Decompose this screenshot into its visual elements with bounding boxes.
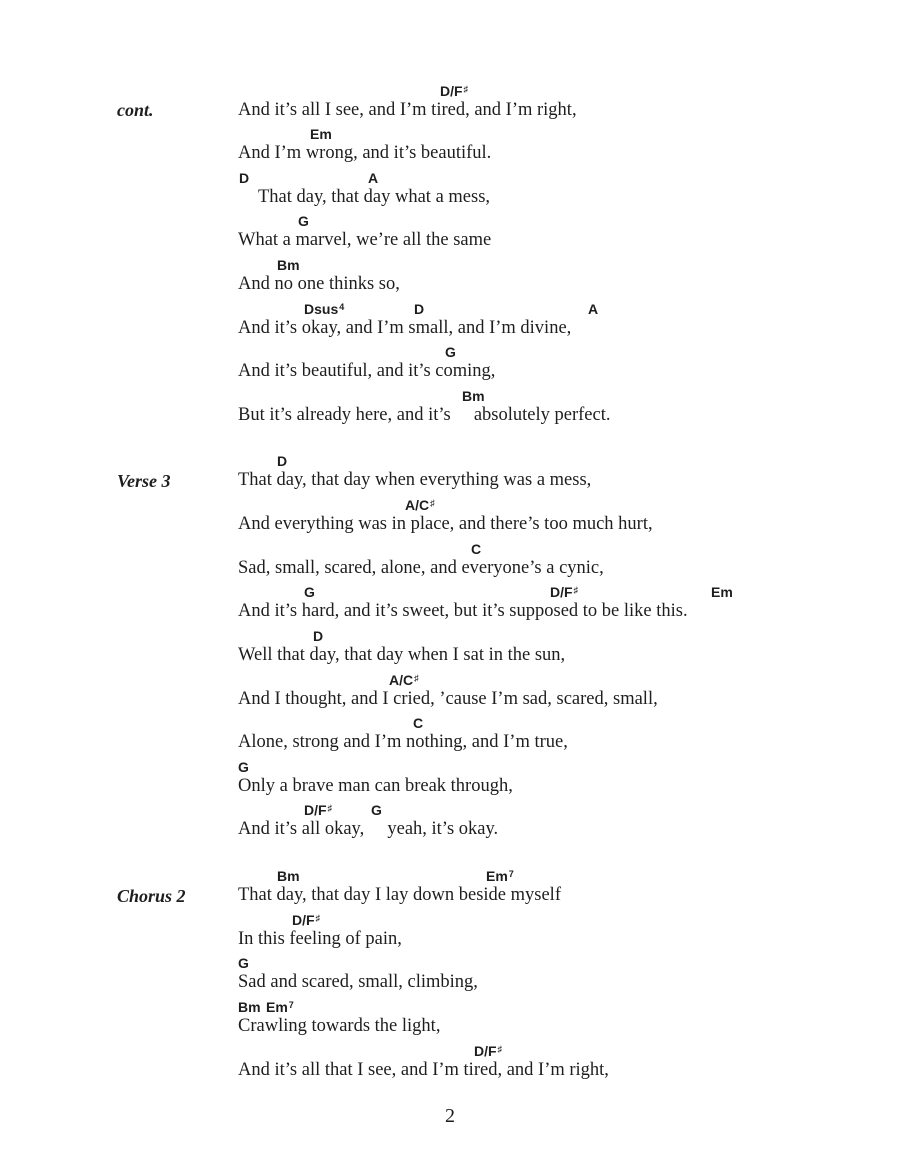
page-number: 2 (445, 1105, 455, 1127)
lyric-line: Sad, small, scared, alone, and everyone’s a cynic, (238, 558, 604, 578)
chord: G (304, 584, 315, 600)
lyric-line: In this feeling of pain, (238, 929, 402, 949)
lyric-line: But it’s already here, and it’s absolutely perfect. (238, 405, 611, 425)
chord: Bm (277, 868, 300, 884)
chord: D/F♯ (292, 912, 321, 928)
lyric-line: And I thought, and I cried, ’cause I’m sad, scared, small, (238, 689, 658, 709)
chord: G (298, 213, 309, 229)
chord: D/F♯ (474, 1043, 503, 1059)
lyric-line: And it’s hard, and it’s sweet, but it’s supposed to be like this. (238, 601, 688, 621)
lyric-line: Alone, strong and I’m nothing, and I’m true, (238, 732, 568, 752)
lyric-line: And I’m wrong, and it’s beautiful. (238, 143, 492, 163)
chord: G (445, 344, 456, 360)
section-label-verse-3: Verse 3 (117, 471, 171, 491)
section-label-chorus-2: Chorus 2 (117, 886, 186, 906)
lyric-line: What a marvel, we’re all the same (238, 230, 492, 250)
lyric-line: That day, that day I lay down beside myself (238, 885, 561, 905)
chord: Em$^7$ (266, 999, 294, 1015)
chord: D (239, 170, 250, 186)
chord: A (368, 170, 379, 186)
chord: Em$^7$ (486, 868, 514, 884)
lyric-line: That day, that day when everything was a mess, (238, 470, 592, 490)
lyric-line: That day, that day what a mess, (258, 187, 491, 207)
lyric-line: And it’s okay, and I’m small, and I’m divine, (238, 318, 572, 338)
chord: Em (310, 126, 332, 142)
chord: G (371, 802, 382, 818)
chord: C (413, 715, 424, 731)
chord: Bm (238, 999, 261, 1015)
lyric-line: And no one thinks so, (238, 274, 400, 294)
chord: D/F♯ (440, 83, 469, 99)
section-label-cont: cont. (117, 100, 154, 120)
chord: D (414, 301, 425, 317)
chord: C (471, 541, 482, 557)
lyric-line: And everything was in place, and there’s too much hurt, (238, 514, 653, 534)
lyric-line: And it’s all I see, and I’m tired, and I’m right, (238, 100, 577, 120)
chord: Dsus$^4$ (304, 301, 345, 317)
chord: D (277, 453, 288, 469)
lyric-line: And it’s all that I see, and I’m tired, and I’m right, (238, 1060, 609, 1080)
chord: D/F♯ (550, 584, 579, 600)
chord: D/F♯ (304, 802, 333, 818)
chord: G (238, 759, 249, 775)
lyric-line: Crawling towards the light, (238, 1016, 441, 1036)
chord: Em (711, 584, 733, 600)
lyric-line: Only a brave man can break through, (238, 776, 513, 796)
chord: A (588, 301, 599, 317)
chord: G (238, 955, 249, 971)
chord: D (313, 628, 324, 644)
chord: Bm (277, 257, 300, 273)
lyric-line: Well that day, that day when I sat in the sun, (238, 645, 566, 665)
chord: A/C♯ (389, 672, 419, 688)
lyric-line: Sad and scared, small, climbing, (238, 972, 478, 992)
chord: A/C♯ (405, 497, 435, 513)
lyric-line: And it’s all okay, yeah, it’s okay. (238, 819, 499, 839)
lyric-line: And it’s beautiful, and it’s coming, (238, 361, 496, 381)
chord: Bm (462, 388, 485, 404)
